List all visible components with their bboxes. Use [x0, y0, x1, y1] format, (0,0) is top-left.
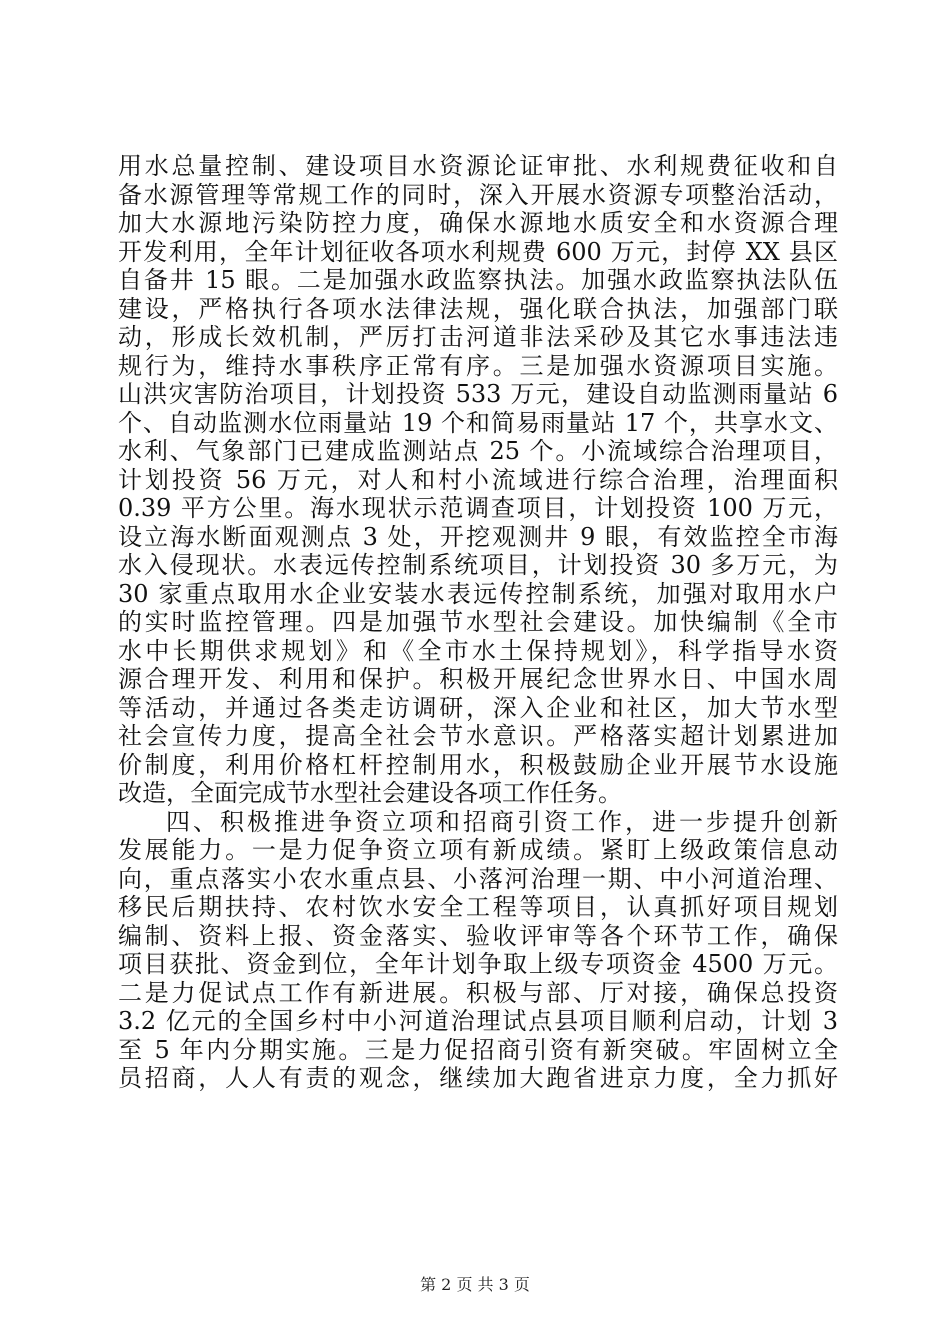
text-line: 至 5 年内分期实施。三是力促招商引资有新突破。牢固树立全 — [118, 1035, 838, 1064]
page-number-footer: 第 2 页 共 3 页 — [420, 1275, 530, 1294]
text-line: 建设，严格执行各项水法律法规，强化联合执法，加强部门联 — [118, 294, 838, 323]
body-text — [118, 152, 838, 1093]
text-line: 3.2 亿元的全国乡村中小河道治理试点县项目顺利启动，计划 3 — [118, 1007, 838, 1035]
text-line: 设立海水断面观测点 3 处，开挖观测井 9 眼，有效监控全市海 — [118, 522, 838, 551]
text-line: 二是力促试点工作有新进展。积极与部、厅对接，确保总投资 — [118, 978, 838, 1007]
text-line: 移民后期扶持、农村饮水安全工程等项目，认真抓好项目规划 — [118, 893, 838, 921]
text-line: 向，重点落实小农水重点县、小落河治理一期、中小河道治理、 — [118, 864, 838, 893]
text-line: 社会宣传力度，提高全社会节水意识。严格落实超计划累进加 — [118, 722, 838, 750]
text-line: 编制、资料上报、资金落实、验收评审等各个环节工作，确保 — [118, 921, 838, 950]
text-line: 0.39 平方公里。海水现状示范调查项目，计划投资 100 万元， — [118, 494, 838, 522]
text-line: 自备井 15 眼。二是加强水政监察执法。加强水政监察执法队伍 — [118, 266, 838, 294]
text-line: 员招商，人人有责的观念，继续加大跑省进京力度，全力抓好 — [118, 1064, 838, 1092]
text-line: 源合理开发、利用和保护。积极开展纪念世界水日、中国水周 — [118, 665, 838, 693]
text-line: 计划投资 56 万元，对人和村小流域进行综合治理，治理面积 — [118, 465, 838, 494]
text-line: 的实时监控管理。四是加强节水型社会建设。加快编制《全市 — [118, 608, 838, 636]
text-line: 30 家重点取用水企业安装水表远传控制系统，加强对取用水户 — [118, 579, 838, 608]
paragraph-start-line: 四、积极推进争资立项和招商引资工作，进一步提升创新 — [166, 807, 838, 836]
text-line: 水利、气象部门已建成监测站点 25 个。小流域综合治理项目， — [118, 437, 838, 465]
text-line: 等活动，并通过各类走访调研，深入企业和社区，加大节水型 — [118, 693, 838, 722]
text-line: 水入侵现状。水表远传控制系统项目，计划投资 30 多万元，为 — [118, 551, 838, 579]
text-line: 加大水源地污染防控力度，确保水源地水质安全和水资源合理 — [118, 209, 838, 237]
text-line: 改造，全面完成节水型社会建设各项工作任务。 — [118, 779, 622, 807]
text-line: 水中长期供求规划》和《全市水土保持规划》，科学指导水资 — [118, 636, 838, 665]
text-line: 规行为，维持水事秩序正常有序。三是加强水资源项目实施。 — [118, 351, 838, 380]
text-line: 发展能力。一是力促争资立项有新成绩。紧盯上级政策信息动 — [118, 836, 838, 864]
text-line: 开发利用，全年计划征收各项水利规费 600 万元，封停 XX 县区 — [118, 237, 838, 266]
text-line: 备水源管理等常规工作的同时，深入开展水资源专项整治活动， — [118, 180, 838, 209]
text-line: 项目获批、资金到位，全年计划争取上级专项资金 4500 万元。 — [118, 950, 838, 978]
text-line: 动，形成长效机制，严厉打击河道非法采砂及其它水事违法违 — [118, 323, 838, 351]
text-line: 山洪灾害防治项目，计划投资 533 万元，建设自动监测雨量站 6 — [118, 380, 838, 408]
text-line: 用水总量控制、建设项目水资源论证审批、水利规费征收和自 — [118, 152, 838, 180]
text-line: 个、自动监测水位雨量站 19 个和简易雨量站 17 个，共享水文、 — [118, 408, 838, 437]
text-line: 价制度，利用价格杠杆控制用水，积极鼓励企业开展节水设施 — [118, 750, 838, 779]
